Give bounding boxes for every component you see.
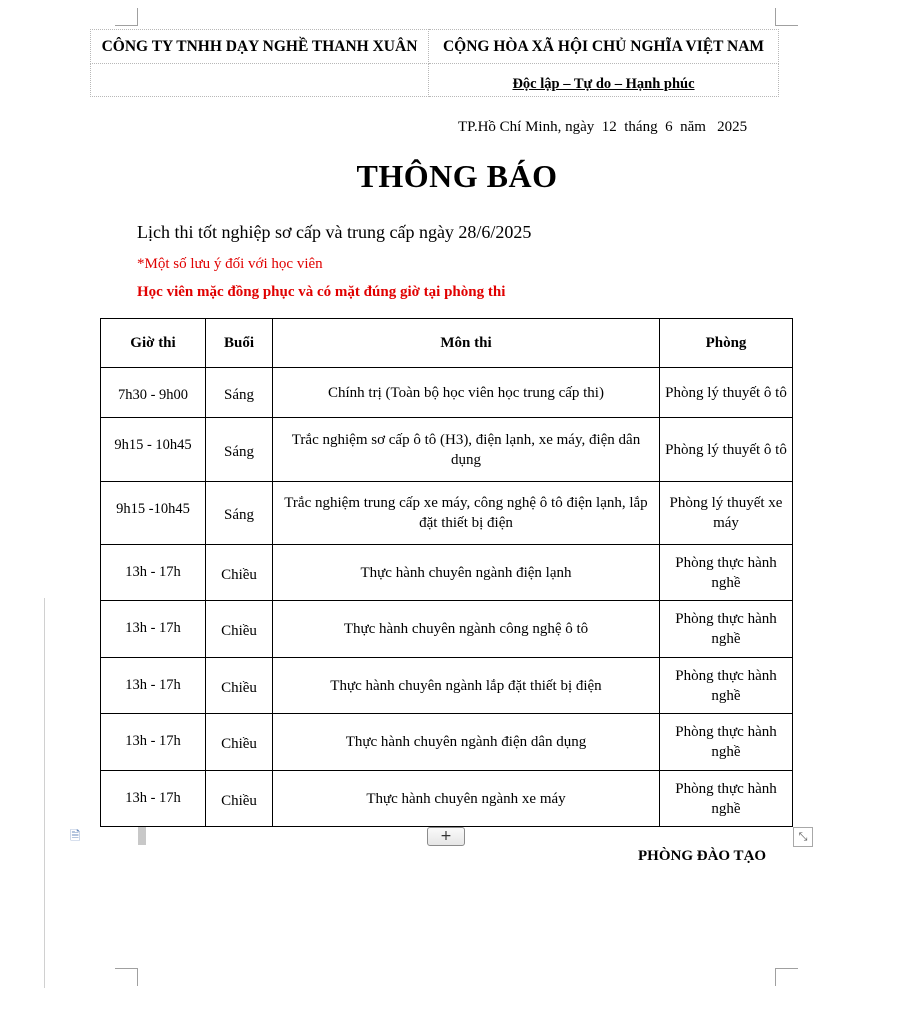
table-row xyxy=(101,601,793,658)
session-text: Sáng xyxy=(224,443,254,460)
header-subject: Môn thi xyxy=(273,319,660,368)
cell-subject: Thực hành chuyên ngành xe máy xyxy=(273,771,660,827)
table-row xyxy=(101,714,793,771)
cell-room: Phòng thực hành nghề xyxy=(660,658,793,714)
cell-subject: Trắc nghiệm sơ cấp ô tô (H3), điện lạnh, xe máy, điện dân dụng xyxy=(273,418,660,482)
cell-time: 7h30 - 9h00 xyxy=(101,368,206,418)
header-session: Buổi xyxy=(206,319,273,368)
session-text: Chiều xyxy=(221,566,257,583)
table-row xyxy=(101,545,793,601)
cell-room: Phòng thực hành nghề xyxy=(660,545,793,601)
cell-subject: Thực hành chuyên ngành điện lạnh xyxy=(273,545,660,601)
note-uniform: Học viên mặc đồng phục và có mặt đúng giờ tại phòng thi xyxy=(137,284,506,300)
header-time: Giờ thi xyxy=(101,319,206,368)
cell-room: Phòng lý thuyết ô tô xyxy=(660,368,793,418)
session-text: Chiều xyxy=(221,792,257,809)
expand-icon[interactable]: ⤡ xyxy=(793,827,813,847)
crop-mark xyxy=(115,968,137,969)
crop-mark xyxy=(137,968,138,986)
cell-time: 9h15 -10h45 xyxy=(101,482,206,545)
cell-time: 13h - 17h xyxy=(101,601,206,658)
table-row xyxy=(101,658,793,714)
session-text: Chiều xyxy=(221,736,257,752)
page-title: THÔNG BÁO xyxy=(356,158,558,194)
cell-room: Phòng thực hành nghề xyxy=(660,601,793,658)
cell-subject: Chính trị (Toàn bộ học viên học trung cấp thi) xyxy=(273,368,660,418)
cell-room: Phòng lý thuyết xe máy xyxy=(660,482,793,545)
cell-room: Phòng thực hành nghề xyxy=(660,771,793,827)
cell-time: 13h - 17h xyxy=(101,545,206,601)
cell-subject: Thực hành chuyên ngành lắp đặt thiết bị điện xyxy=(273,658,660,714)
cell-time: 13h - 17h xyxy=(101,771,206,827)
cell-subject: Trắc nghiệm trung cấp xe máy, công nghệ ô tô điện lạnh, lắp đặt thiết bị điện xyxy=(273,482,660,545)
header-room: Phòng xyxy=(660,319,793,368)
cell-session xyxy=(206,368,273,418)
table-row xyxy=(101,482,793,545)
add-row-button[interactable]: + xyxy=(427,827,465,846)
crop-mark xyxy=(137,8,138,26)
crop-mark xyxy=(776,25,798,26)
note-heading: *Một số lưu ý đối với học viên xyxy=(137,256,323,272)
signature: PHÒNG ĐÀO TẠO xyxy=(638,848,767,864)
date-line: TP.Hồ Chí Minh, ngày 12 tháng 6 năm 2025 xyxy=(458,119,748,135)
document-icon[interactable]: 🗎 xyxy=(70,829,81,844)
crop-mark xyxy=(776,968,798,969)
session-text: Chiều xyxy=(221,623,257,639)
cell-room: Phòng thực hành nghề xyxy=(660,714,793,771)
session-text: Sáng xyxy=(224,507,254,523)
cell-session xyxy=(206,658,273,714)
table-header-row xyxy=(101,319,793,368)
cell-session xyxy=(206,771,273,827)
cell-session xyxy=(206,545,273,601)
cell-session xyxy=(206,418,273,482)
table-resize-handle[interactable] xyxy=(138,827,146,845)
header-table xyxy=(90,29,779,97)
schedule-table xyxy=(100,318,793,827)
margin-line xyxy=(44,598,45,988)
republic-name: CỘNG HÒA XÃ HỘI CHỦ NGHĨA VIỆT NAM xyxy=(429,30,779,64)
subtitle: Lịch thi tốt nghiệp sơ cấp và trung cấp ngày 28/6/2025 xyxy=(137,222,532,242)
session-text: Sáng xyxy=(224,386,254,403)
table-row xyxy=(101,771,793,827)
cell-session xyxy=(206,714,273,771)
company-name: CÔNG TY TNHH DẠY NGHỀ THANH XUÂN xyxy=(91,30,429,64)
crop-mark xyxy=(775,8,776,26)
cell-time: 9h15 - 10h45 xyxy=(101,418,206,482)
table-row xyxy=(101,418,793,482)
motto-cell xyxy=(429,64,779,97)
cell-room: Phòng lý thuyết ô tô xyxy=(660,418,793,482)
cell-subject: Thực hành chuyên ngành công nghệ ô tô xyxy=(273,601,660,658)
cell-session xyxy=(206,482,273,545)
crop-mark xyxy=(115,25,137,26)
motto: Độc lập – Tự do – Hạnh phúc xyxy=(512,75,695,92)
crop-mark xyxy=(775,968,776,986)
session-text: Chiều xyxy=(221,679,257,696)
table-row xyxy=(101,368,793,418)
cell-subject: Thực hành chuyên ngành điện dân dụng xyxy=(273,714,660,771)
cell-time: 13h - 17h xyxy=(101,658,206,714)
cell-session xyxy=(206,601,273,658)
cell-time: 13h - 17h xyxy=(101,714,206,771)
header-empty-cell xyxy=(91,64,429,97)
